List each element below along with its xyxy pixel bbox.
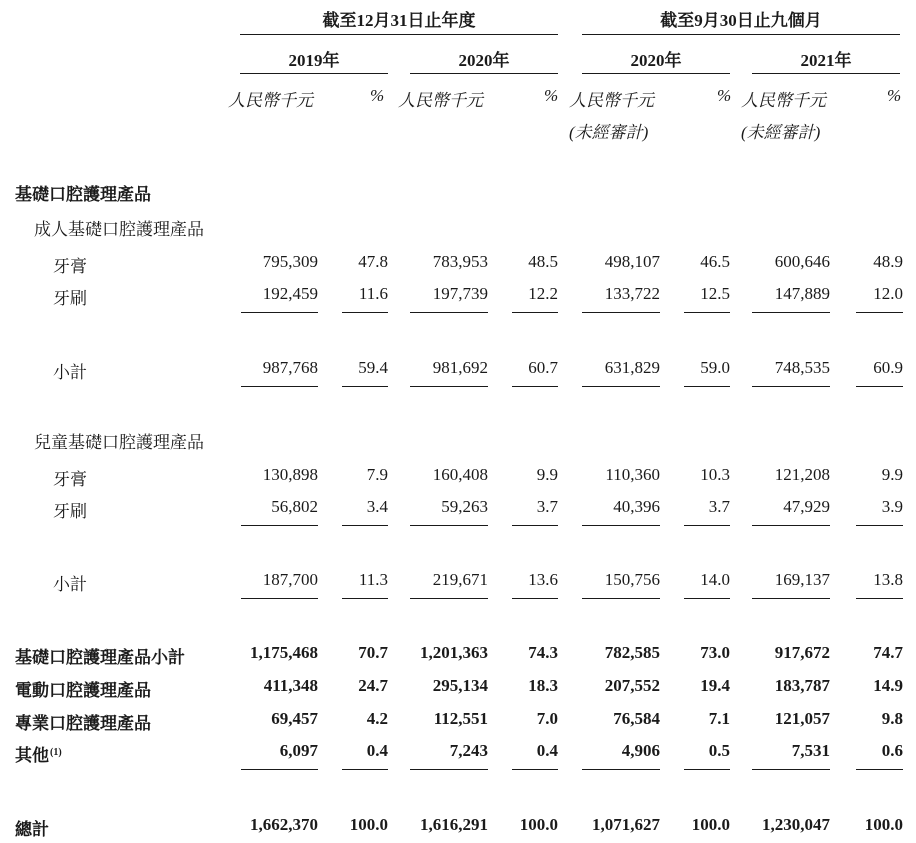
percent-cell: 13.6 — [528, 570, 558, 589]
amount-cell: 207,552 — [604, 676, 660, 695]
percent-cell: 9.9 — [536, 465, 558, 484]
amount-cell: 4,906 — [621, 741, 660, 760]
row-label-text: 基礎口腔護理產品 — [15, 185, 151, 204]
row-label — [15, 815, 49, 840]
percent-cell: 3.7 — [536, 497, 558, 516]
percent-cell: 7.1 — [708, 709, 730, 728]
row-label-text: 小計 — [53, 363, 87, 382]
percent-label: % — [887, 86, 902, 105]
amount-cell: 631,829 — [604, 358, 660, 377]
column-rule — [582, 312, 660, 313]
percent-cell: 0.5 — [708, 741, 730, 760]
column-rule — [684, 525, 730, 526]
percent-cell: 60.7 — [528, 358, 558, 377]
column-rule — [241, 769, 318, 770]
header-rule — [582, 34, 900, 35]
column-rule — [684, 386, 730, 387]
column-rule — [752, 598, 830, 599]
percent-cell: 0.6 — [881, 741, 903, 760]
amount-cell: 1,071,627 — [592, 815, 660, 834]
column-rule — [241, 525, 318, 526]
percent-cell: 0.4 — [366, 741, 388, 760]
row-label — [53, 570, 87, 595]
percent-cell: 60.9 — [873, 358, 903, 377]
amount-cell: 7,243 — [449, 741, 488, 760]
percent-cell: 7.9 — [366, 465, 388, 484]
year-rule — [752, 73, 900, 74]
amount-cell: 147,889 — [774, 284, 830, 303]
column-rule — [856, 312, 903, 313]
row-label — [15, 676, 151, 701]
percent-cell: 59.0 — [700, 358, 730, 377]
amount-cell: 192,459 — [262, 284, 318, 303]
column-rule — [752, 386, 830, 387]
percent-cell: 7.0 — [536, 709, 558, 728]
percent-cell: 4.2 — [366, 709, 388, 728]
amount-cell: 1,230,047 — [762, 815, 830, 834]
row-label-text: 牙膏 — [53, 257, 87, 276]
row-label — [53, 252, 87, 277]
percent-cell: 9.9 — [881, 465, 903, 484]
column-rule — [582, 525, 660, 526]
column-rule — [512, 598, 558, 599]
amount-cell: 1,175,468 — [250, 643, 318, 662]
amount-cell: 47,929 — [783, 497, 830, 516]
unit-label: 人民幣千元 — [741, 91, 826, 110]
amount-cell: 121,057 — [774, 709, 830, 728]
percent-cell: 46.5 — [700, 252, 730, 271]
column-rule — [684, 769, 730, 770]
amount-cell: 917,672 — [774, 643, 830, 662]
percent-label: % — [544, 86, 559, 105]
unaudited-label: (未經審計) — [569, 123, 649, 142]
column-rule — [342, 312, 388, 313]
year-rule — [240, 73, 388, 74]
unit-label: 人民幣千元 — [398, 91, 483, 110]
column-rule — [752, 525, 830, 526]
percent-cell: 74.7 — [873, 643, 903, 662]
amount-cell: 183,787 — [774, 676, 830, 695]
percent-cell: 19.4 — [700, 676, 730, 695]
percent-cell: 12.5 — [700, 284, 730, 303]
column-rule — [512, 525, 558, 526]
amount-cell: 987,768 — [262, 358, 318, 377]
percent-cell: 3.7 — [708, 497, 730, 516]
percent-cell: 73.0 — [700, 643, 730, 662]
column-rule — [241, 598, 318, 599]
column-rule — [582, 386, 660, 387]
column-rule — [582, 769, 660, 770]
amount-cell: 121,208 — [774, 465, 830, 484]
column-rule — [752, 312, 830, 313]
percent-cell: 11.3 — [358, 570, 388, 589]
column-rule — [856, 525, 903, 526]
amount-cell: 112,551 — [433, 709, 488, 728]
percent-cell: 24.7 — [358, 676, 388, 695]
row-label — [15, 709, 151, 734]
percent-cell: 70.7 — [358, 643, 388, 662]
column-rule — [342, 386, 388, 387]
amount-cell: 110,360 — [605, 465, 660, 484]
column-rule — [512, 312, 558, 313]
percent-cell: 47.8 — [358, 252, 388, 271]
amount-cell: 981,692 — [432, 358, 488, 377]
percent-cell: 13.8 — [873, 570, 903, 589]
percent-cell: 0.4 — [536, 741, 558, 760]
unit-label: 人民幣千元 — [569, 91, 654, 110]
percent-cell: 48.5 — [528, 252, 558, 271]
amount-cell: 219,671 — [432, 570, 488, 589]
percent-label: % — [717, 86, 732, 105]
row-label — [15, 741, 62, 766]
column-rule — [512, 386, 558, 387]
percent-cell: 3.9 — [881, 497, 903, 516]
amount-cell: 40,396 — [613, 497, 660, 516]
column-rule — [241, 312, 318, 313]
percent-cell: 74.3 — [528, 643, 558, 662]
percent-cell: 12.0 — [873, 284, 903, 303]
row-label-text: 小計 — [53, 575, 87, 594]
column-rule — [856, 598, 903, 599]
year-rule — [582, 73, 730, 74]
row-label — [15, 643, 185, 668]
year-header-2020-nine-months: 2020年 — [630, 51, 682, 70]
row-label — [34, 215, 204, 240]
amount-cell: 197,739 — [432, 284, 488, 303]
unaudited-label: (未經審計) — [741, 123, 821, 142]
column-rule — [410, 769, 488, 770]
amount-cell: 748,535 — [774, 358, 830, 377]
percent-cell: 100.0 — [864, 815, 903, 834]
year-header-2019: 2019年 — [288, 51, 340, 70]
percent-label: % — [370, 86, 385, 105]
amount-cell: 160,408 — [432, 465, 488, 484]
year-header-2020: 2020年 — [458, 51, 510, 70]
amount-cell: 133,722 — [604, 284, 660, 303]
column-rule — [684, 598, 730, 599]
amount-cell: 782,585 — [604, 643, 660, 662]
column-rule — [512, 769, 558, 770]
header-rule — [240, 34, 558, 35]
amount-cell: 498,107 — [604, 252, 660, 271]
percent-cell: 100.0 — [691, 815, 730, 834]
column-rule — [342, 769, 388, 770]
percent-cell: 9.8 — [881, 709, 903, 728]
column-rule — [582, 598, 660, 599]
percent-cell: 14.0 — [700, 570, 730, 589]
amount-cell: 600,646 — [774, 252, 830, 271]
column-rule — [410, 312, 488, 313]
row-label-text: 總計 — [15, 820, 49, 839]
percent-cell: 11.6 — [358, 284, 388, 303]
column-rule — [410, 525, 488, 526]
amount-cell: 1,662,370 — [250, 815, 318, 834]
amount-cell: 187,700 — [262, 570, 318, 589]
column-rule — [856, 386, 903, 387]
column-rule — [342, 525, 388, 526]
amount-cell: 69,457 — [271, 709, 318, 728]
amount-cell: 411,348 — [263, 676, 318, 695]
column-rule — [410, 386, 488, 387]
row-label — [53, 284, 87, 309]
column-rule — [752, 769, 830, 770]
row-label — [53, 358, 87, 383]
amount-cell: 169,137 — [774, 570, 830, 589]
percent-cell: 100.0 — [349, 815, 388, 834]
footnote-marker: (1) — [50, 747, 62, 758]
row-label-text: 成人基礎口腔護理產品 — [34, 220, 204, 239]
column-rule — [856, 769, 903, 770]
amount-cell: 76,584 — [613, 709, 660, 728]
percent-cell: 18.3 — [528, 676, 558, 695]
row-label — [53, 497, 87, 522]
row-label-text: 牙刷 — [53, 289, 87, 308]
percent-cell: 59.4 — [358, 358, 388, 377]
percent-cell: 12.2 — [528, 284, 558, 303]
amount-cell: 59,263 — [441, 497, 488, 516]
amount-cell: 130,898 — [262, 465, 318, 484]
row-label-text: 專業口腔護理產品 — [15, 714, 151, 733]
unit-label: 人民幣千元 — [228, 91, 313, 110]
amount-cell: 56,802 — [271, 497, 318, 516]
amount-cell: 795,309 — [262, 252, 318, 271]
percent-cell: 48.9 — [873, 252, 903, 271]
row-label-text: 牙膏 — [53, 470, 87, 489]
year-rule — [410, 73, 558, 74]
column-rule — [342, 598, 388, 599]
row-label-text: 其他 — [15, 746, 49, 765]
row-label — [34, 428, 204, 453]
amount-cell: 295,134 — [432, 676, 488, 695]
row-label-text: 電動口腔護理產品 — [15, 681, 151, 700]
column-rule — [241, 386, 318, 387]
column-rule — [410, 598, 488, 599]
row-label-text: 基礎口腔護理產品小計 — [15, 648, 185, 667]
percent-cell: 3.4 — [366, 497, 388, 516]
row-label — [15, 180, 151, 205]
amount-cell: 150,756 — [604, 570, 660, 589]
amount-cell: 6,097 — [279, 741, 318, 760]
percent-cell: 100.0 — [519, 815, 558, 834]
percent-cell: 14.9 — [873, 676, 903, 695]
row-label — [53, 465, 87, 490]
group-header-year-ended: 截至12月31日止年度 — [322, 11, 476, 30]
percent-cell: 10.3 — [700, 465, 730, 484]
amount-cell: 783,953 — [432, 252, 488, 271]
row-label-text: 兒童基礎口腔護理產品 — [34, 433, 204, 452]
column-rule — [684, 312, 730, 313]
amount-cell: 7,531 — [791, 741, 830, 760]
group-header-nine-months: 截至9月30日止九個月 — [660, 11, 822, 30]
amount-cell: 1,201,363 — [420, 643, 488, 662]
amount-cell: 1,616,291 — [420, 815, 488, 834]
year-header-2021-nine-months: 2021年 — [800, 51, 852, 70]
row-label-text: 牙刷 — [53, 502, 87, 521]
